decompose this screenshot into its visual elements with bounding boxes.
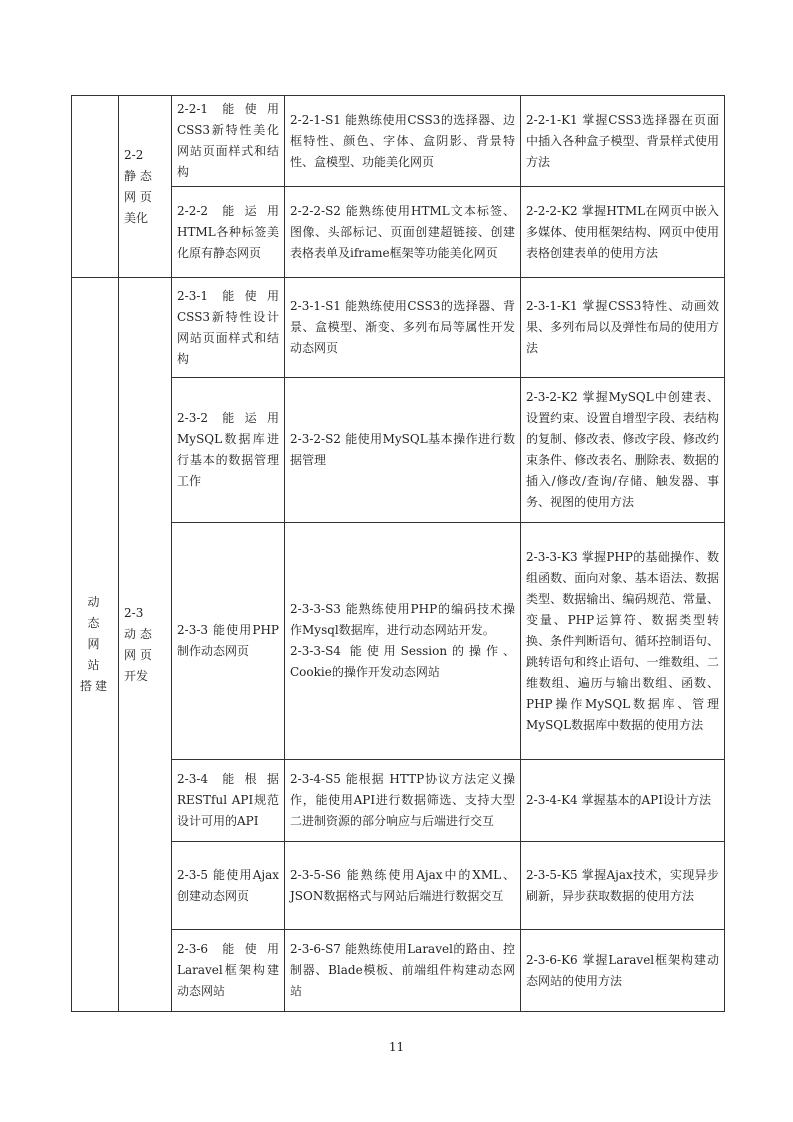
knowledge-cell: 2-2-2-K2 掌握HTML在网页中嵌入多媒体、使用框架结构、网页中使用表格创建表单的使用方法 [521, 187, 725, 278]
skill-detail-cell: 2-2-2-S2 能熟练使用HTML文本标签、图像、头部标记、页面创建超链接、创建表格表单及iframe框架等功能美化网页 [285, 187, 521, 278]
work-area-cell: 动 态 网 站 搭建 [72, 278, 119, 1012]
skill-requirement-cell: 2-3-1 能使用CSS3新特性设计网站页面样式和结构 [172, 278, 285, 378]
work-area-cell-empty [72, 96, 119, 278]
knowledge-cell: 2-3-2-K2 掌握MySQL中创建表、设置约束、设置自增型字段、表结构的复制、修改表、修改字段、修改约束条件、修改表名、删除表、数据的插入/修改/查询/存储、触发器、事务、视图的使用方法 [521, 378, 725, 523]
knowledge-cell: 2-2-1-K1 掌握CSS3选择器在页面中插入各种盒子模型、背景样式使用方法 [521, 96, 725, 187]
task-cell-2-3: 2-3 动 态 网 页 开发 [119, 278, 172, 1012]
knowledge-cell: 2-3-1-K1 掌握CSS3特性、动画效果、多列布局以及弹性布局的使用方法 [521, 278, 725, 378]
task-cell-2-2: 2-2 静 态 网 页 美化 [119, 96, 172, 278]
skill-detail-cell: 2-3-3-S3 能熟练使用PHP的编码技术操作Mysql数据库，进行动态网站开发。 2-3-3-S4 能使用Session的操作、Cookie的操作开发动态网站 [285, 523, 521, 760]
skill-requirement-cell: 2-3-3 能使用PHP制作动态网页 [172, 523, 285, 760]
skill-requirement-cell: 2-2-2 能运用HTML各种标签美化原有静态网页 [172, 187, 285, 278]
skill-detail-cell: 2-3-2-S2 能使用MySQL基本操作进行数据管理 [285, 378, 521, 523]
skill-requirement-cell: 2-3-5 能使用Ajax创建动态网页 [172, 842, 285, 930]
competency-table [71, 95, 725, 1012]
skill-detail-cell: 2-3-1-S1 能熟练使用CSS3的选择器、背景、盒模型、渐变、多列布局等属性开发动态网页 [285, 278, 521, 378]
skill-requirement-cell: 2-3-6 能使用Laravel框架构建动态网站 [172, 930, 285, 1012]
skill-detail-cell: 2-3-6-S7 能熟练使用Laravel的路由、控制器、Blade模板、前端组件构建动态网站 [285, 930, 521, 1012]
skill-requirement-cell: 2-3-2 能运用MySQL数据库进行基本的数据管理工作 [172, 378, 285, 523]
skill-detail-cell: 2-3-4-S5 能根据 HTTP协议方法定义操作，能使用API进行数据筛选、支持大型二进制资源的部分响应与后端进行交互 [285, 760, 521, 842]
table-row [72, 278, 725, 378]
knowledge-cell: 2-3-3-K3 掌握PHP的基础操作、数组函数、面向对象、基本语法、数据类型、数据输出、编码规范、常量、变量、PHP运算符、数据类型转换、条件判断语句、循环控制语句、跳转语句和终止语句、一维数组、二维数组、遍历与输出数组、函数、PHP操作MySQL数据库、管理MySQL数据库中数据的使用方法 [521, 523, 725, 760]
skill-detail-cell: 2-3-5-S6 能熟练使用Ajax中的XML、JSON数据格式与网站后端进行数据交互 [285, 842, 521, 930]
knowledge-cell: 2-3-5-K5 掌握Ajax技术，实现异步刷新，异步获取数据的使用方法 [521, 842, 725, 930]
knowledge-cell: 2-3-6-K6 掌握Laravel框架构建动态网站的使用方法 [521, 930, 725, 1012]
table-row [72, 96, 725, 187]
page-number: 11 [388, 1040, 405, 1054]
skill-requirement-cell: 2-3-4 能根据RESTful API规范设计可用的API [172, 760, 285, 842]
skill-detail-cell: 2-2-1-S1 能熟练使用CSS3的选择器、边框特性、颜色、字体、盒阴影、背景特性、盒模型、功能美化网页 [285, 96, 521, 187]
knowledge-cell: 2-3-4-K4 掌握基本的API设计方法 [521, 760, 725, 842]
skill-requirement-cell: 2-2-1 能使用CSS3新特性美化网站页面样式和结构 [172, 96, 285, 187]
